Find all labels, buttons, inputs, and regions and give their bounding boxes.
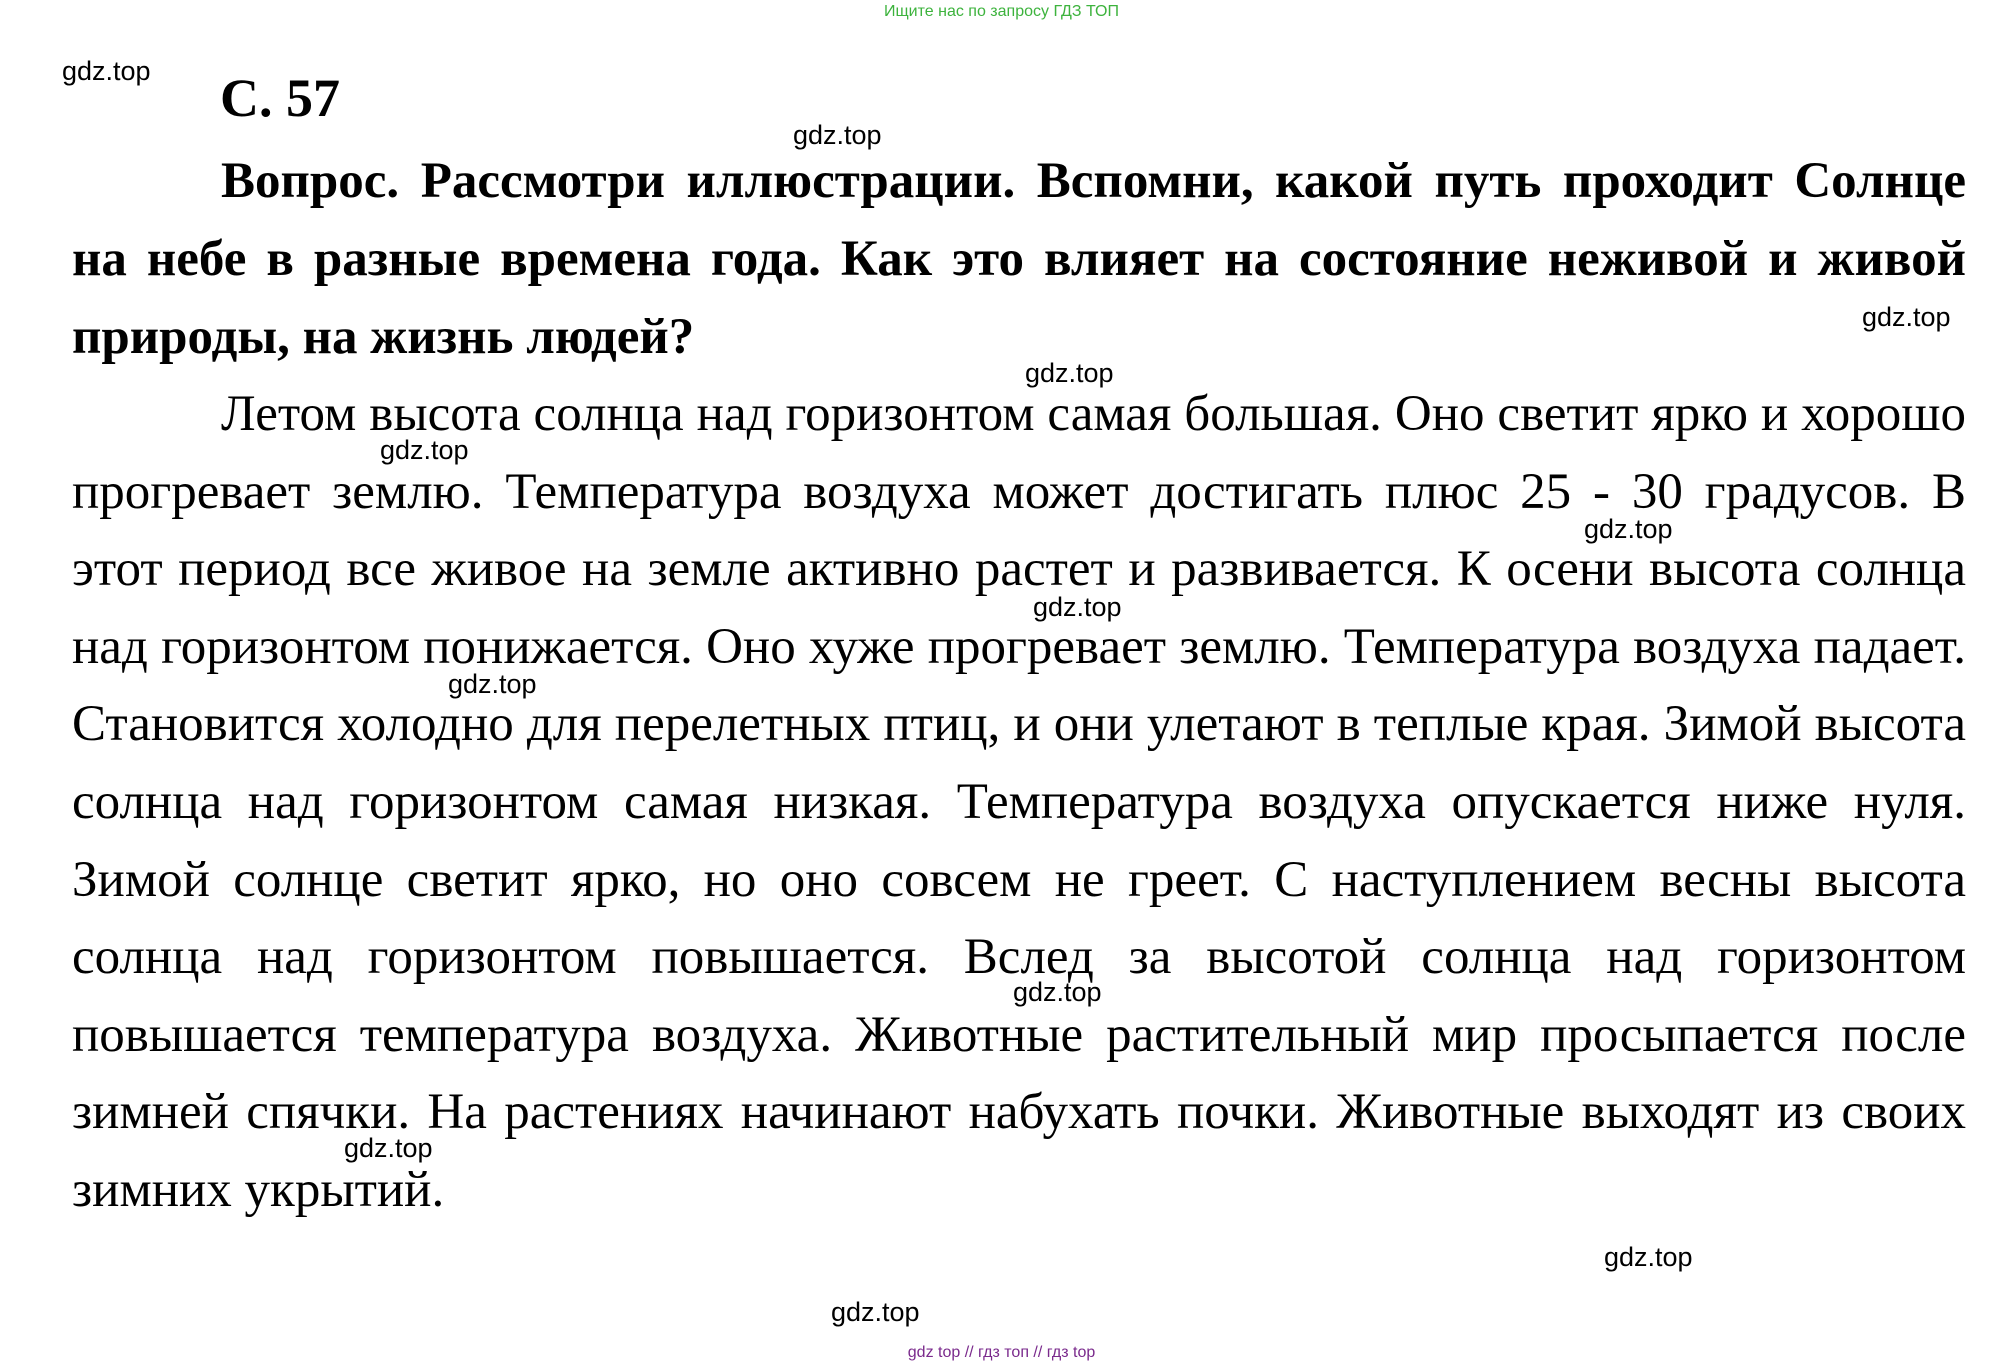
question-text: Вопрос. Рассмотри иллюстрации. Вспомни, какой путь проходит Солнце на небе в разные времена года. Как это влияет на состояние неживой и живой природы, на жизнь людей? xyxy=(72,153,1966,365)
watermark: gdz.top xyxy=(344,1133,433,1163)
watermark: gdz.top xyxy=(1025,358,1114,388)
watermark: gdz.top xyxy=(831,1297,920,1327)
watermark: gdz.top xyxy=(1584,514,1673,544)
watermark: gdz.top xyxy=(1604,1242,1693,1272)
answer-text: Летом высота солнца над горизонтом самая большая. Оно светит ярко и хорошо прогревает землю. Температура воздуха может достигать плюс 25 - 30 градусов. В этот период все живое на земле активно растет и развивается. К осени высота солнца над горизонтом понижается. Оно хуже прогревает землю. Температура воздуха падает. Становится холодно для перелетных птиц, и они улетают в теплые края. Зимой высота солнца над горизонтом самая низкая. Температура воздуха опускается ниже нуля. Зимой солнце светит ярко, но оно совсем не греет. С наступлением весны высота солнца над горизонтом повышается. Вслед за высотой солнца над горизонтом повышается температура воздуха. Животные растительный мир просыпается после зимней спячки. На растениях начинают набухать почки. Животные выходят из своих зимних укрытий. xyxy=(72,386,1966,1218)
watermark: gdz.top xyxy=(793,120,882,150)
watermark: gdz.top xyxy=(1033,592,1122,622)
page-number-label: С. 57 xyxy=(220,68,340,128)
watermark: gdz.top xyxy=(1013,977,1102,1007)
watermark: gdz.top xyxy=(380,435,469,465)
footer-banner: gdz top // гдз топ // гдз top xyxy=(907,1344,1096,1361)
watermark: gdz.top xyxy=(1862,302,1951,332)
watermark: gdz.top xyxy=(448,669,537,699)
top-search-banner: Ищите нас по запросу ГДЗ ТОП xyxy=(884,3,1119,20)
watermark: gdz.top xyxy=(62,56,151,86)
